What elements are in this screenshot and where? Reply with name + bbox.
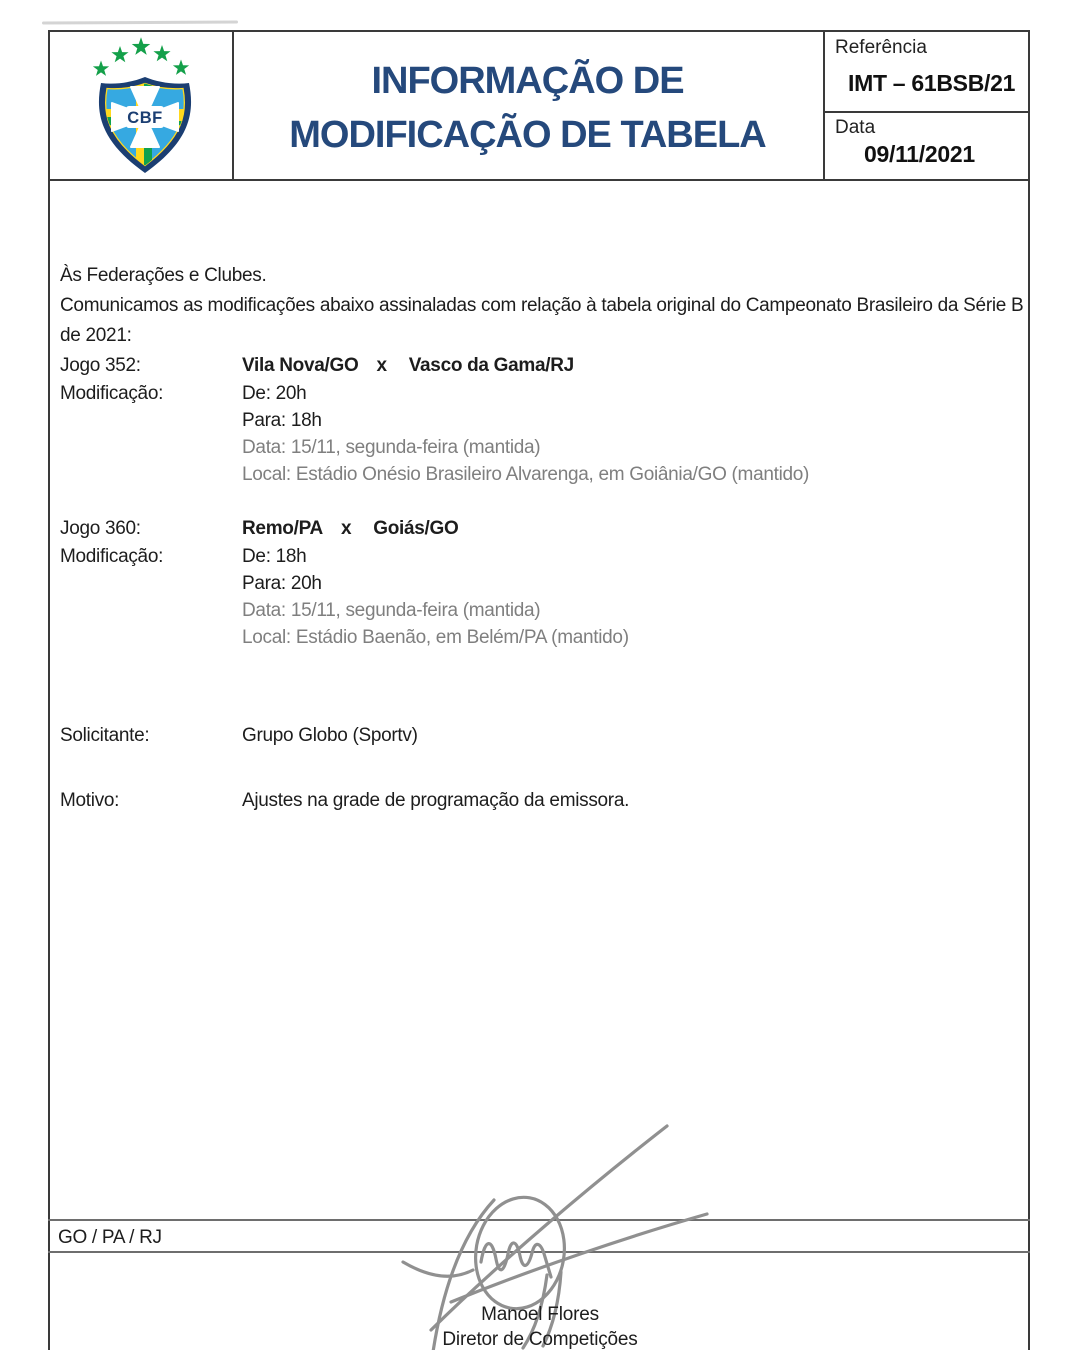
reference-label: Referência — [835, 37, 927, 58]
cbf-logo — [70, 35, 220, 180]
date-label: Data — [835, 117, 876, 138]
game2-away: Goiás/GO — [373, 518, 459, 539]
reference-value: IMT – 61BSB/21 — [848, 70, 1016, 96]
game2-venue: Local: Estádio Baenão, em Belém/PA (mantido) — [242, 627, 629, 648]
distribution-codes: GO / PA / RJ — [58, 1227, 162, 1248]
game1-venue: Local: Estádio Onésio Brasileiro Alvarenga, em Goiânia/GO (mantido) — [242, 464, 810, 485]
reason-label: Motivo: — [60, 790, 120, 811]
game1-from: De: 20h — [242, 383, 307, 404]
signer-title: Diretor de Competições — [442, 1329, 638, 1350]
signer-name: Manoel Flores — [481, 1304, 599, 1325]
border-top — [48, 30, 1030, 32]
game1-modification-label: Modificação: — [60, 383, 164, 404]
scan-artifact — [42, 20, 238, 24]
divider-title-ref — [823, 30, 825, 179]
game1-x: x — [376, 355, 387, 376]
game2-from: De: 18h — [242, 546, 307, 567]
game2-date: Data: 15/11, segunda-feira (mantida) — [242, 600, 541, 621]
border-left — [48, 30, 50, 1350]
reason-value: Ajustes na grade de programação da emissora. — [242, 790, 630, 811]
game2-match — [242, 515, 458, 542]
game2-label: Jogo 360: — [60, 518, 141, 539]
game2-x: x — [340, 518, 352, 539]
game1-label: Jogo 352: — [60, 355, 141, 376]
game1-to: Para: 18h — [242, 410, 322, 431]
doc-title-line1: INFORMAÇÃO DE — [371, 60, 684, 102]
divider-ref-date — [823, 111, 1030, 113]
game2-home: Remo/PA — [242, 518, 323, 539]
border-right — [1028, 30, 1030, 1350]
crest-stars — [93, 37, 189, 76]
game2-modification-label: Modificação: — [60, 546, 164, 567]
intro-line2: Comunicamos as modificações abaixo assinaladas com relação à tabela original do Campeonato Brasileiro da Série B — [60, 295, 1024, 316]
requester-value: Grupo Globo (Sportv) — [242, 725, 418, 746]
game1-date: Data: 15/11, segunda-feira (mantida) — [242, 437, 541, 458]
game1-away: Vasco da Gama/RJ — [408, 355, 574, 376]
intro-line1: Às Federações e Clubes. — [60, 265, 267, 286]
requester-label: Solicitante: — [60, 725, 150, 746]
crest-cbf-text: CBF — [127, 109, 163, 127]
date-value: 09/11/2021 — [864, 141, 975, 167]
intro-line3: de 2021: — [60, 325, 132, 346]
game1-home: Vila Nova/GO — [242, 355, 359, 376]
doc-title-line2: MODIFICAÇÃO DE TABELA — [289, 114, 766, 156]
game2-to: Para: 20h — [242, 573, 322, 594]
game1-match — [242, 352, 574, 379]
